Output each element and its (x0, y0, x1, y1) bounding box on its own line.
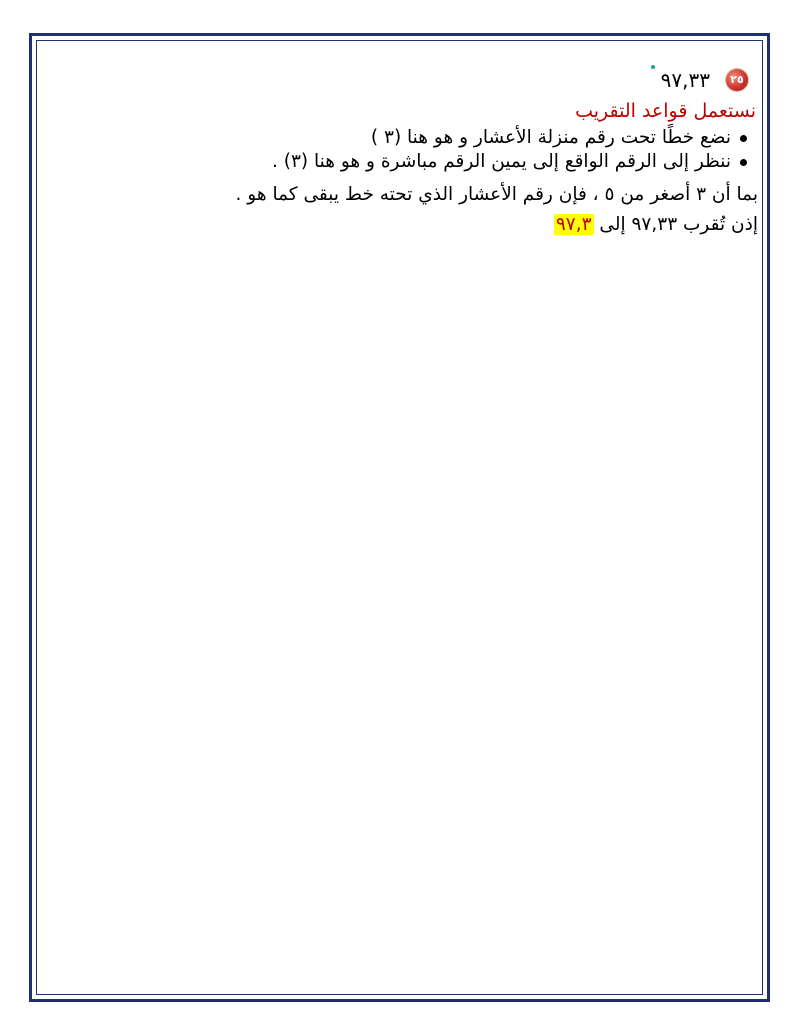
result-prefix: إذن تُقرب ٩٧,٣٣ إلى (593, 214, 758, 235)
problem-value: ٩٧,٣٣ (661, 68, 710, 92)
result-line (40, 212, 758, 238)
step-item: ننظر إلى الرقم الواقع إلى يمين الرقم مباشرة و هو هنا (٣) . (40, 150, 731, 174)
teal-dot-marker (651, 65, 655, 69)
result-answer: ٩٧,٣ (555, 214, 592, 235)
steps-list (40, 126, 758, 174)
problem-header (40, 68, 748, 92)
explanation-text: بما أن ٣ أصغر من ٥ ، فإن رقم الأعشار الذي تحته خط يبقى كما هو . (235, 184, 758, 205)
section-heading: نستعمل قواعد التقريب (575, 100, 756, 122)
step-item: نضع خطًا تحت رقم منزلة الأعشار و هو هنا (٣ ) (40, 126, 731, 150)
problem-number-badge: ٢٥ (726, 69, 748, 91)
solution-content (40, 50, 758, 238)
